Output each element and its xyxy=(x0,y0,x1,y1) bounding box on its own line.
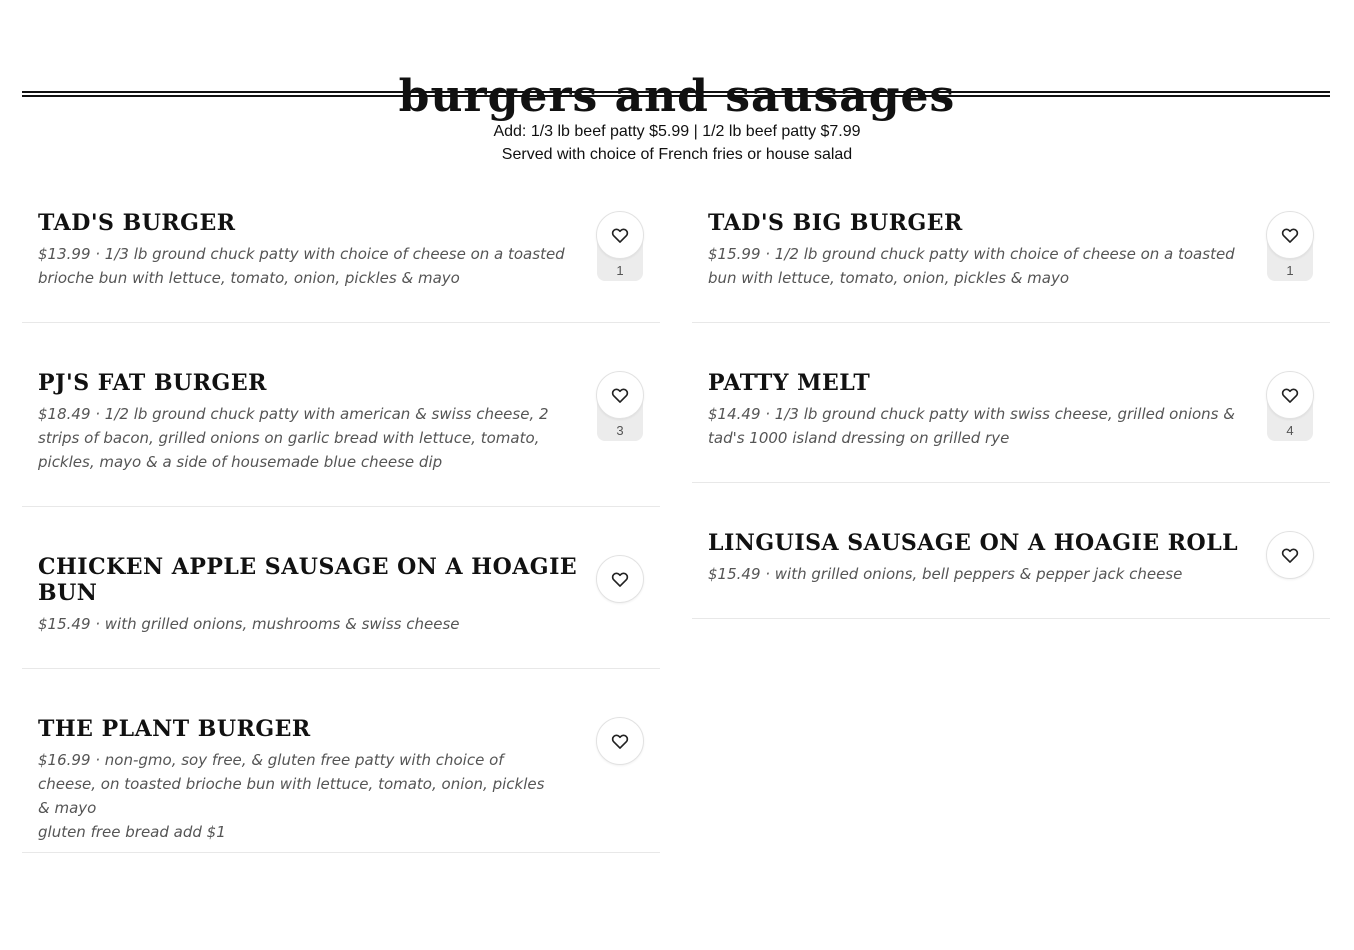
like-button[interactable] xyxy=(1266,531,1314,579)
like-count: 4 xyxy=(1286,423,1294,438)
menu-item[interactable] xyxy=(692,210,1330,323)
like-button[interactable] xyxy=(596,555,644,603)
like-count: 1 xyxy=(1286,263,1294,278)
item-description: $15.99 · 1/2 lb ground chuck patty with choice of cheese on a toasted bun with lettuce, tomato, onion, pickles & mayo xyxy=(708,245,1235,287)
item-name: THE PLANT BURGER xyxy=(38,716,311,742)
section-note: Add: 1/3 lb beef patty $5.99 | 1/2 lb beef patty $7.99 xyxy=(493,123,861,140)
like-count: 1 xyxy=(616,263,624,278)
section-title: burgers and sausages xyxy=(398,71,956,123)
item-description: $16.99 · non-gmo, soy free, & gluten free patty with choice of cheese, on toasted brioche bun with lettuce, tomato, onion, pickles & mayo gluten free bread add $1 xyxy=(38,751,545,841)
like-button[interactable] xyxy=(1266,211,1314,259)
like-button[interactable] xyxy=(596,211,644,259)
item-description: $18.49 · 1/2 lb ground chuck patty with american & swiss cheese, 2 strips of bacon, grilled onions on garlic bread with lettuce, tomato, pickles, mayo & a side of housemade blue cheese dip xyxy=(38,405,549,471)
item-description: $14.49 · 1/3 lb ground chuck patty with swiss cheese, grilled onions & tad's 1000 island dressing on grilled rye xyxy=(708,405,1235,447)
like-button[interactable] xyxy=(596,371,644,419)
heart-icon xyxy=(1280,225,1300,245)
like-button[interactable] xyxy=(1266,371,1314,419)
heart-icon xyxy=(610,385,630,405)
heart-icon xyxy=(610,731,630,751)
like-count: 3 xyxy=(616,423,624,438)
menu-item[interactable] xyxy=(22,554,660,669)
menu-item[interactable] xyxy=(692,530,1330,619)
heart-icon xyxy=(610,569,630,589)
item-name: TAD'S BIG BURGER xyxy=(708,210,963,236)
item-description: $15.49 · with grilled onions, bell peppers & pepper jack cheese xyxy=(708,565,1183,583)
heart-icon xyxy=(610,225,630,245)
item-name: TAD'S BURGER xyxy=(38,210,236,236)
like-button[interactable] xyxy=(596,717,644,765)
heart-icon xyxy=(1280,545,1300,565)
menu-item[interactable] xyxy=(22,716,660,853)
item-description: $15.49 · with grilled onions, mushrooms & swiss cheese xyxy=(38,615,460,633)
heart-icon xyxy=(1280,385,1300,405)
menu-item[interactable] xyxy=(22,370,660,507)
item-name: PJ'S FAT BURGER xyxy=(38,370,267,396)
title-divider xyxy=(22,95,1330,97)
item-description: $13.99 · 1/3 lb ground chuck patty with choice of cheese on a toasted brioche bun with lettuce, tomato, onion, pickles & mayo xyxy=(38,245,565,287)
section-note: Served with choice of French fries or house salad xyxy=(501,146,853,163)
menu-item[interactable] xyxy=(22,210,660,323)
title-divider xyxy=(22,91,1330,93)
item-name: PATTY MELT xyxy=(708,370,871,396)
item-name: CHICKEN APPLE SAUSAGE ON A HOAGIE BUN xyxy=(38,554,578,606)
item-name: LINGUISA SAUSAGE ON A HOAGIE ROLL xyxy=(708,530,1239,556)
menu-item[interactable] xyxy=(692,370,1330,483)
